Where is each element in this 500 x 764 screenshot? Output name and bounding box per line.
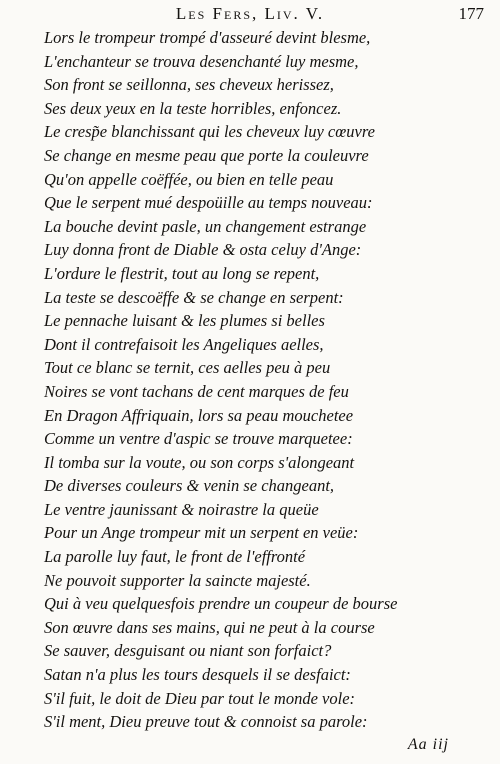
verse-line: Se change en mesme peau que porte la couleuvre — [44, 145, 369, 165]
verse-line: Noires se vont tachans de cent marques de feu — [44, 381, 349, 401]
page-number: 177 — [458, 4, 484, 23]
verse-line: En Dragon Affriquain, lors sa peau mouchetee — [44, 405, 354, 425]
verse-line: Son front se seillonna, ses cheveux herissez, — [44, 75, 334, 95]
verse-line: Ne pouvoit supporter la saincte majesté. — [44, 570, 311, 590]
verse-line: Lors le trompeur trompé d'asseuré devint blesme, — [44, 28, 371, 47]
verse-line: L'enchanteur se trouva desenchanté luy mesme, — [44, 51, 359, 71]
verse-line: Pour un Ange trompeur mit un serpent en veüe: — [44, 523, 359, 543]
verse-line: Que le serpent mué despoüille au temps nouveau: — [44, 193, 373, 213]
running-title: Les Fers, Liv. V. — [175, 4, 325, 23]
verse-line: S'il ment, Dieu preuve tout & connoist sa parole: — [44, 712, 368, 732]
verse-line: L'ordure le flestrit, tout au long se repent, — [44, 263, 320, 283]
verse-line: Satan n'a plus les tours desquels il se desfaict: — [44, 665, 351, 685]
verse-line: Tout ce blanc se ternit, ces aelles peu à peu — [44, 358, 331, 378]
verse-line: Le cresp̃e blanchissant qui les cheveux luy cœuvre — [44, 122, 375, 142]
verse-line: Le pennache luisant & les plumes si belles — [44, 311, 325, 331]
verse-line: Comme un ventre d'aspic se trouve marquetee: — [44, 429, 353, 449]
verse-line: De diverses couleurs & venin se changeant, — [44, 476, 335, 496]
verse-block — [44, 26, 489, 734]
verse-line: Qui à veu quelquesfois prendre un coupeur de bourse — [44, 594, 398, 614]
verse-line: La parolle luy faut, le front de l'effronté — [44, 547, 306, 567]
verse-line: S'il fuit, le doit de Dieu par tout le monde vole: — [44, 688, 356, 708]
verse-line: Dont il contrefaisoit les Angeliques aelles, — [44, 334, 324, 354]
verse-line: Son œuvre dans ses mains, qui ne peut à la course — [44, 617, 375, 637]
verse-line: Il tomba sur la voute, ou son corps s'alongeant — [44, 452, 355, 472]
verse-line: Qu'on appelle coëffée, ou bien en telle peau — [44, 169, 334, 189]
verse-line: Se sauver, desguisant ou niant son forfaict? — [44, 641, 332, 661]
verse-line: Le ventre jaunissant & noirastre la queüe — [44, 499, 319, 519]
signature-mark: Aa iij — [407, 736, 449, 753]
verse-line: La teste se descoëffe & se change en serpent: — [44, 287, 344, 307]
verse-line: Ses deux yeux en la teste horribles, enfoncez. — [44, 98, 342, 118]
verse-line: La bouche devint pasle, un changement estrange — [44, 216, 367, 236]
verse-line: Luy donna front de Diable & osta celuy d'Ange: — [44, 240, 362, 260]
running-head — [0, 2, 500, 26]
